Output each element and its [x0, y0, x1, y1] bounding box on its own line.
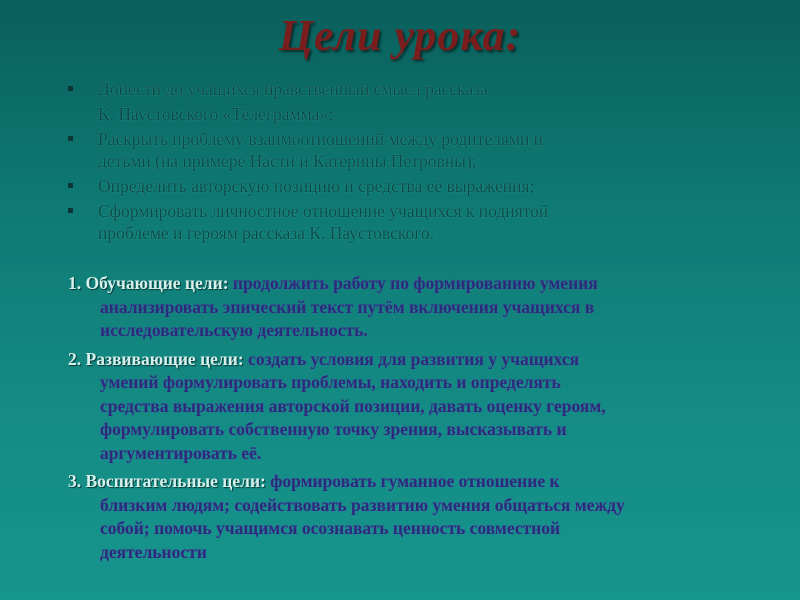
goal-text: средства выражения авторской позиции, давать оценку героям, — [100, 395, 606, 416]
list-item — [68, 128, 768, 172]
goal-text: аргументировать её. — [100, 442, 262, 463]
goal-text: близким людям; содействовать развитию умения общаться между — [100, 494, 625, 515]
goal-text: продолжить работу по формированию умения — [232, 273, 598, 293]
goal-developing — [68, 348, 748, 466]
bullet-square-icon — [68, 86, 73, 91]
goal-text: умений формулировать проблемы, находить и определять — [100, 372, 561, 392]
list-item-line: проблеме и героям рассказа К. Паустовского. — [98, 223, 435, 243]
goal-text: исследовательскую деятельность. — [100, 320, 368, 340]
goal-text: формировать гуманное отношение к — [270, 471, 560, 491]
goals-section — [68, 272, 748, 569]
slide-title: Цели урока: — [278, 11, 522, 60]
list-item — [68, 175, 768, 197]
list-item — [68, 103, 768, 125]
goal-text: собой; помочь учащимся осознавать ценность совместной — [100, 518, 561, 538]
goal-text: деятельности — [100, 541, 207, 562]
bullet-square-icon — [68, 136, 73, 141]
list-item-line: Сформировать личностное отношение учащихся к поднятой — [98, 201, 549, 221]
list-item — [68, 78, 768, 100]
list-item-line: Определить авторскую позицию и средства её выражения; — [98, 176, 535, 196]
goal-educational — [68, 470, 748, 564]
objectives-list — [68, 78, 768, 247]
bullet-square-icon — [68, 183, 73, 188]
list-item — [68, 200, 768, 244]
list-item-line: К. Паустовского «Телеграмма»; — [98, 104, 333, 124]
goal-label: 3. Воспитательные цели: — [68, 471, 266, 491]
goal-text: формулировать собственную точку зрения, высказывать и — [100, 419, 567, 439]
list-item-line: Раскрыть проблему взаимоотношений между родителями и — [98, 129, 544, 149]
goal-label: 2. Развивающие цели: — [68, 348, 244, 369]
goal-text: создать условия для развития у учащихся — [248, 348, 580, 369]
bullet-square-icon — [68, 208, 73, 213]
goal-label: 1. Обучающие цели: — [68, 273, 229, 293]
list-item-line: Донести до учащихся нравственный смысл рассказа — [98, 79, 488, 99]
goal-text: анализировать эпический текст путём включения учащихся в — [100, 296, 595, 317]
goal-teaching — [68, 272, 748, 343]
list-item-line: детьми (на примере Насти и Катерины Петровны); — [98, 151, 477, 171]
